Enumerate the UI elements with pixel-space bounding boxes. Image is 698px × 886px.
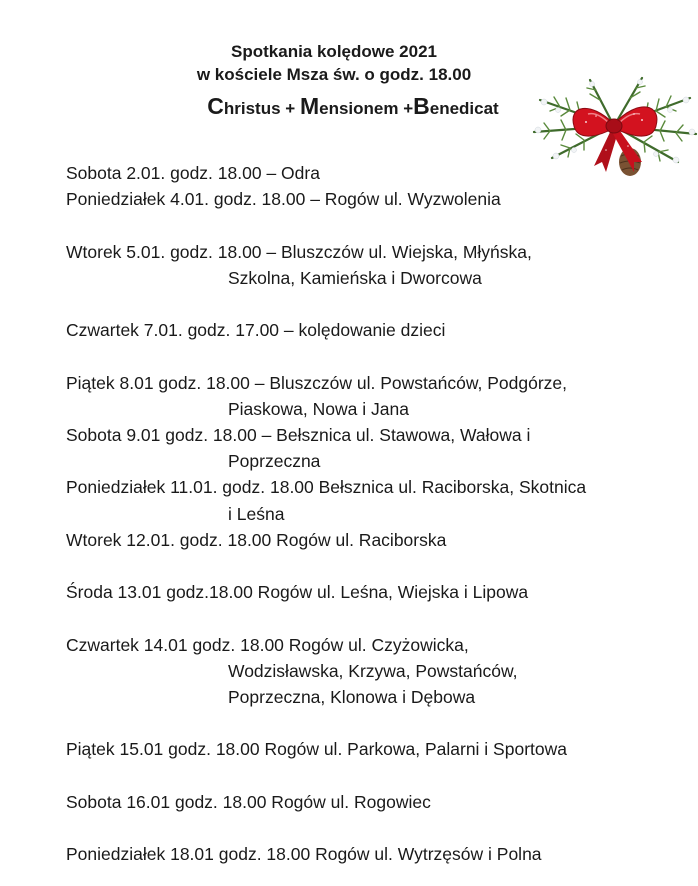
schedule-entry-line: Poniedziałek 18.01 godz. 18.00 Rogów ul. Wytrzęsów i Polna bbox=[66, 844, 542, 865]
schedule-entry-line: Wtorek 5.01. godz. 18.00 – Bluszczów ul. Wiejska, Młyńska, bbox=[66, 241, 532, 262]
schedule-entry-continuation: Piaskowa, Nowa i Jana bbox=[228, 398, 409, 419]
schedule-spacer bbox=[66, 763, 696, 789]
schedule-entry bbox=[66, 736, 696, 762]
schedule-list bbox=[66, 160, 696, 867]
schedule-entry-continuation: Szkolna, Kamieńska i Dworcowa bbox=[228, 267, 482, 288]
motto-cap-m: M bbox=[299, 93, 320, 119]
motto-rest-m: ensionem + bbox=[319, 99, 414, 118]
schedule-entry-line: Środa 13.01 godz.18.00 Rogów ul. Leśna, Wiejska i Lipowa bbox=[66, 582, 529, 603]
schedule-entry-line: Poniedziałek 11.01. godz. 18.00 Bełsznica ul. Raciborska, Skotnica bbox=[66, 477, 587, 498]
motto-rest-b: enedicat bbox=[429, 99, 499, 118]
schedule-spacer bbox=[66, 291, 696, 317]
schedule-entry bbox=[66, 422, 696, 474]
schedule-entry-continuation: Poprzeczna bbox=[228, 451, 321, 472]
schedule-entry-line: Sobota 16.01 godz. 18.00 Rogów ul. Rogowiec bbox=[66, 791, 431, 812]
motto-rest-c: hristus + bbox=[223, 99, 300, 118]
schedule-entry-continuation: Poprzeczna, Klonowa i Dębowa bbox=[228, 686, 476, 707]
schedule-entry bbox=[66, 186, 696, 212]
schedule-entry-line: Wtorek 12.01. godz. 18.00 Rogów ul. Raciborska bbox=[66, 529, 447, 550]
motto-cap-c: C bbox=[207, 93, 224, 119]
schedule-entry-continuation: Wodzisławska, Krzywa, Powstańców, bbox=[228, 660, 518, 681]
schedule-entry bbox=[66, 317, 696, 343]
schedule-entry bbox=[66, 579, 696, 605]
schedule-entry-line: Piątek 15.01 godz. 18.00 Rogów ul. Parkowa, Palarni i Sportowa bbox=[66, 739, 567, 760]
schedule-entry-continuation: i Leśna bbox=[228, 503, 285, 524]
motto-cap-b: B bbox=[413, 93, 430, 119]
title-line-2: w kościele Msza św. o godz. 18.00 bbox=[196, 65, 472, 84]
schedule-entry-line: Poniedziałek 4.01. godz. 18.00 – Rogów ul. Wyzwolenia bbox=[66, 189, 501, 210]
schedule-entry bbox=[66, 527, 696, 553]
schedule-entry-line: Sobota 9.01 godz. 18.00 – Bełsznica ul. Stawowa, Wałowa i bbox=[66, 424, 531, 445]
schedule-entry bbox=[66, 841, 696, 867]
schedule-entry bbox=[66, 239, 696, 291]
schedule-spacer bbox=[66, 343, 696, 369]
schedule-entry-line: Sobota 2.01. godz. 18.00 – Odra bbox=[66, 163, 320, 183]
schedule-entry bbox=[66, 632, 696, 711]
schedule-spacer bbox=[66, 553, 696, 579]
schedule-spacer bbox=[66, 605, 696, 631]
schedule-entry bbox=[66, 789, 696, 815]
schedule-spacer bbox=[66, 815, 696, 841]
schedule-entry-line: Czwartek 14.01 godz. 18.00 Rogów ul. Czyżowicka, bbox=[66, 634, 469, 655]
schedule-spacer bbox=[66, 212, 696, 238]
schedule-entry bbox=[66, 370, 696, 422]
schedule-entry-line: Czwartek 7.01. godz. 17.00 – kolędowanie dzieci bbox=[66, 320, 446, 341]
title-line-1: Spotkania kolędowe 2021 bbox=[231, 42, 437, 61]
schedule-entry bbox=[66, 474, 696, 526]
schedule-spacer bbox=[66, 710, 696, 736]
schedule-entry-line: Piątek 8.01 godz. 18.00 – Bluszczów ul. Powstańców, Podgórze, bbox=[66, 372, 567, 393]
schedule-entry bbox=[66, 160, 696, 186]
